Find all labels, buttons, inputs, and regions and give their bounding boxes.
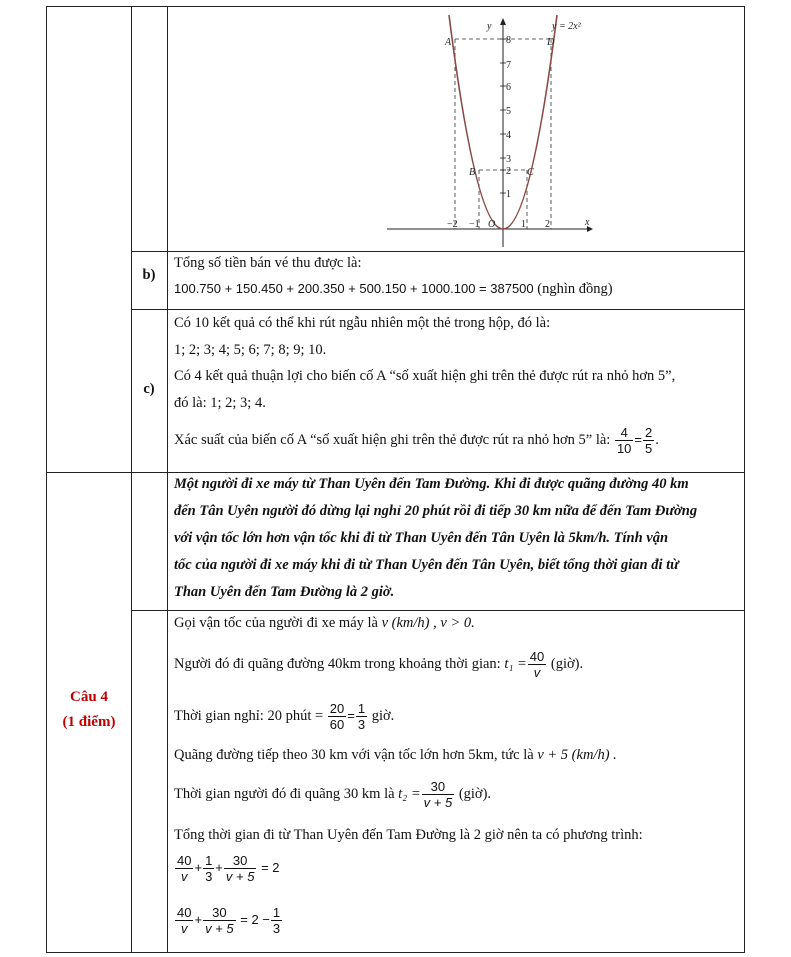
problem-line: với vận tốc lớn hơn vận tốc khi đi từ Than Uyên đến Tân Uyên là 5km/h. Tính vận xyxy=(174,530,669,546)
unit: (nghìn đồng) xyxy=(537,281,613,297)
y-tick: 8 xyxy=(506,35,511,46)
problem-line: Than Uyên đến Tam Đường là 2 giờ. xyxy=(174,584,395,600)
row-divider xyxy=(131,251,744,252)
y-tick: 5 xyxy=(506,106,511,117)
y-tick: 4 xyxy=(506,130,511,141)
y-tick: 2 xyxy=(506,166,511,177)
question-label: Câu 4 xyxy=(70,689,108,705)
row-divider xyxy=(131,309,744,310)
x-tick: 2 xyxy=(545,219,550,230)
point-c: C xyxy=(527,167,534,178)
x-tick: −2 xyxy=(447,219,458,230)
parabola-graph xyxy=(387,15,607,247)
revenue-expression xyxy=(174,281,738,298)
column-divider xyxy=(167,7,168,952)
question-points: (1 điểm) xyxy=(62,714,116,730)
probability-line: Xác suất của biến cố A “số xuất hiện ghi trên thẻ được rút ra nhỏ hơn 5” là: $\frac{4}{10}$ = $\frac{2}{5}$ . xyxy=(174,425,659,456)
text-line: Có 4 kết quả thuận lợi cho biến cố A “số xuất hiện ghi trên thẻ được rút ra nhỏ hơn 5”, xyxy=(174,368,676,384)
y-axis-arrow xyxy=(500,18,506,25)
y-tick: 6 xyxy=(506,82,511,93)
equation-2: $\frac{40}{v}$ + $\frac{30}{v + 5}$ = 2 − $\frac{1}{3}$ xyxy=(177,905,281,936)
row-divider xyxy=(47,472,744,473)
column-divider xyxy=(131,7,132,952)
text-line: Có 10 kết quả có thể khi rút ngẫu nhiên một thẻ trong hộp, đó là: xyxy=(174,315,551,331)
solution-line: Tổng thời gian đi từ Than Uyên đến Tam Đường là 2 giờ nên ta có phương trình: xyxy=(174,827,643,843)
solution-line: Gọi vận tốc của người đi xe máy là v (km/h) , v > 0. xyxy=(174,615,475,631)
problem-line: đến Tân Uyên người đó dừng lại nghỉ 20 phút rồi đi tiếp 30 km nữa để đến Tam Đường xyxy=(174,503,698,519)
fraction: $\frac{2}{5}$ xyxy=(645,425,653,456)
y-tick: 7 xyxy=(506,60,511,71)
solution-table xyxy=(46,6,745,953)
x-axis-label: x xyxy=(585,217,590,228)
solution-line: Quãng đường tiếp theo 30 km với vận tốc lớn hơn 5km, tức là v + 5 (km/h) . xyxy=(174,747,617,763)
y-axis-label: y xyxy=(487,21,492,32)
y-tick: 3 xyxy=(506,154,511,165)
point-d: D xyxy=(547,37,555,48)
text-line: 1; 2; 3; 4; 5; 6; 7; 8; 9; 10. xyxy=(174,342,327,358)
origin-label: O xyxy=(488,219,496,230)
text: Xác suất của biến cố A “số xuất hiện ghi trên thẻ được rút ra nhỏ hơn 5” là: xyxy=(174,431,611,448)
expression: 100.750 + 150.450 + 200.350 + 500.150 + 1000.100 = 387500 xyxy=(174,281,534,296)
y-tick: 1 xyxy=(506,189,511,200)
fraction: $\frac{4}{10}$ xyxy=(616,425,632,456)
problem-line: tốc của người đi xe máy khi đi từ Than Uyên đến Tân Uyên, biết tổng thời gian đi từ xyxy=(174,557,679,573)
equation-1: $\frac{40}{v}$ + $\frac{1}{3}$ + $\frac{30}{v + 5}$ = 2 xyxy=(177,853,280,884)
solution-line: Thời gian nghỉ: 20 phút = $\frac{20}{60}$ = $\frac{1}{3}$ giờ. xyxy=(174,701,395,732)
solution-line: Thời gian người đó đi quãng 30 km là t₂ = $\frac{30}{v + 5}$ (giờ). xyxy=(174,779,492,810)
text-line: Tổng số tiền bán vé thu được là: xyxy=(174,255,362,271)
text-line: đó là: 1; 2; 3; 4. xyxy=(174,395,266,411)
row-divider xyxy=(131,610,744,611)
x-tick: −1 xyxy=(469,219,480,230)
problem-line: Một người đi xe máy từ Than Uyên đến Tam Đường. Khi đi được quãng đường 40 km xyxy=(174,476,689,492)
point-a: A xyxy=(445,37,452,48)
row-label-c: c) xyxy=(143,381,155,397)
x-tick: 1 xyxy=(521,219,526,230)
function-label: y = 2x² xyxy=(552,21,581,32)
point-b: B xyxy=(469,167,476,178)
solution-line: Người đó đi quãng đường 40km trong khoảng thời gian: t₁ = $\frac{40}{v}$ (giờ). xyxy=(174,649,584,680)
row-label-b: b) xyxy=(142,267,156,283)
